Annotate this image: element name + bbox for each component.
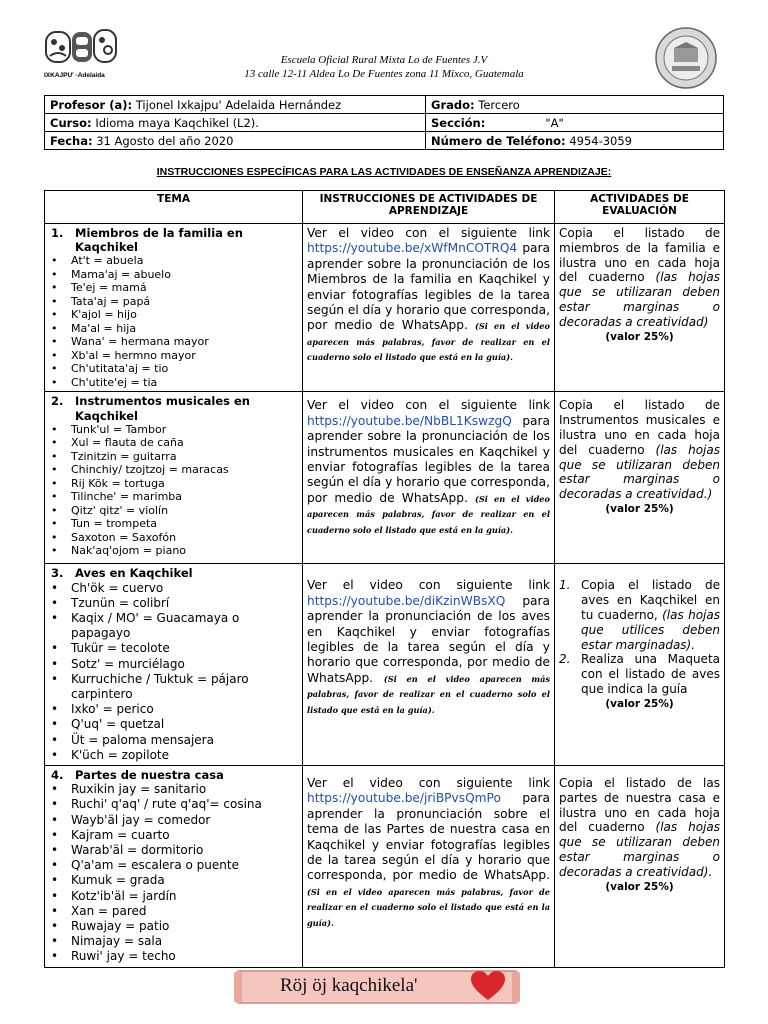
list-item: • Q'uq' = quetzal [51, 717, 165, 732]
section-label: Sección: [431, 115, 486, 130]
theme-cell [45, 766, 303, 968]
table-row [45, 224, 725, 392]
theme-title-cont: Kaqchikel [75, 408, 138, 423]
evaluation-value: (valor 25%) [605, 502, 674, 515]
heart-icon [470, 970, 506, 1002]
video-link[interactable]: https://youtube.be/xWfMnCOTRQ4 [307, 241, 518, 256]
instructions-text: para aprender la pronunciación de los aves en Kaqchikel y enviar fotografías legibles de la tarea según el día y horario que corresponda, por medio de WhatsApp. [307, 593, 550, 685]
list-item: • K'ajol = hijo [51, 308, 137, 322]
grade-value: Tercero [478, 97, 520, 112]
evaluation-text: Copia el listado de las partes de nuestra casa e ilustra uno en cada hoja del cuaderno [559, 776, 720, 835]
list-item: • Te'ej = mamá [51, 281, 147, 295]
theme-cell [45, 392, 303, 564]
list-item: • Mama'aj = abuelo [51, 267, 171, 281]
instructions-text: Ver el video con el siguiente link [307, 226, 550, 240]
section-cell [426, 114, 724, 132]
table-row [45, 564, 725, 766]
teacher-cell [45, 96, 426, 114]
video-link[interactable]: https://youtube.be/diKzinWBsXQ [307, 593, 506, 608]
list-item: • Nak'aq'ojom = piano [51, 544, 187, 558]
list-item: • Sotz' = murciélago [51, 656, 185, 671]
list-item: • Tilinche' = marimba [51, 490, 183, 504]
phone-value: 4954-3059 [569, 133, 632, 148]
instructions-cell [303, 766, 555, 968]
instructions-text: para aprender la pronunciación sobre el tema de las Partes de nuestra casa en Kaqchikel y enviar fotografías legibles de la tarea según el día y horario que corresponda, por medio de WhatsApp. [307, 791, 550, 883]
instructions-text: Ver el video con siguiente link [307, 578, 550, 593]
list-item: • Tzunün = colibrí [51, 595, 170, 610]
school-name: Escuela Oficial Rural Mixta Lo de Fuentes J.V [280, 54, 488, 66]
instructions-text: para aprender sobre la pronunciación de los Miembros de la familia en Kaqchikel y enviar fotografías legibles de la tarea según el día y horario que corresponda, por medio de WhatsApp. [307, 241, 550, 333]
list-item: • Ixko' = perico [51, 702, 154, 717]
list-item: • Tzinitzin = guitarra [51, 449, 177, 463]
info-table [44, 95, 724, 150]
grade-label: Grado: [431, 97, 475, 112]
date-value: 31 Agosto del año 2020 [96, 133, 234, 148]
theme-title: 4. Partes de nuestra casa [51, 768, 224, 783]
phone-cell [426, 132, 724, 150]
list-item: • Wayb'äl jay = comedor [51, 812, 211, 827]
list-item: • Wana' = hermana mayor [51, 335, 209, 349]
table-row [45, 392, 725, 564]
footer-banner-text: Röj öj kaqchikela' [280, 975, 418, 996]
list-item: • Kumuk = grada [51, 873, 165, 888]
video-note: (Si en el video aparecen más palabras, favor de realizar en el cuaderno solo el listado que está en la guía). [307, 321, 550, 363]
list-item: • Tata'aj = papá [51, 294, 151, 308]
phone-label: Número de Teléfono: [431, 133, 566, 148]
list-item: • Ma'al = hija [51, 321, 137, 335]
evaluation-cell [555, 224, 725, 392]
list-item: • Ch'utitata'aj = tio [51, 362, 169, 376]
teacher-label: Profesor (a): [50, 97, 133, 112]
school-address: 13 calle 12-11 Aldea Lo De Fuentes zona 11 Mixco, Guatemala [244, 68, 524, 80]
evaluation-text: Copia el listado de Instrumentos musicales e ilustra uno en cada hoja del cuaderno [559, 398, 720, 457]
list-item: • Nimajay = sala [51, 934, 163, 949]
evaluation-value: (valor 25%) [605, 330, 674, 343]
list-item: • Tun = trompeta [51, 517, 158, 531]
evaluation-step: 1. Copia el listado de aves en Kaqchikel en tu cuaderno, (las hojas que utilices deben estar marginadas). [559, 578, 720, 652]
video-note: (Si en el video aparecen más palabras, favor de realizar en el cuaderno solo el listado que está en la guía). [307, 673, 550, 715]
list-item: • Kaqix / MO' = Guacamaya o papagayo [51, 611, 240, 641]
list-item: • Üt = paloma mensajera [51, 732, 214, 747]
date-cell [45, 132, 426, 150]
theme-title: 2. Instrumentos musicales en [51, 394, 250, 409]
list-item: • At't = abuela [51, 254, 144, 268]
list-item: • K'üch = zopilote [51, 747, 170, 762]
list-item: • Chinchiy/ tzojtzoj = maracas [51, 463, 229, 477]
theme-title: 1. Miembros de la familia en [51, 226, 243, 240]
theme-title: 3. Aves en Kaqchikel [51, 566, 193, 581]
activities-table [44, 190, 725, 968]
list-item: • Ch'utite'ej = tia [51, 375, 158, 389]
evaluation-step: 2. Realiza una Maqueta con el listado de aves que indica la guía [559, 652, 720, 696]
theme-cell [45, 224, 303, 392]
evaluation-note: (las hojas que se utilizaran deben estar marginas o decoradas a creatividad). [559, 820, 720, 879]
list-item: • Ruwajay = patio [51, 919, 170, 934]
evaluation-note: (las hojas que se utilizaran deben estar marginas o decoradas a creatividad.) [559, 442, 720, 502]
instructions-text: Ver el video con el siguiente link [307, 398, 550, 413]
evaluation-cell [555, 564, 725, 766]
list-item: • Tunk'ul = Tambor [51, 422, 167, 436]
grade-cell [426, 96, 724, 114]
list-item: • Q'a'am = escalera o puente [51, 858, 239, 873]
col-header-tema: TEMA [45, 191, 303, 224]
evaluation-value: (valor 25%) [605, 880, 674, 893]
list-item: • Rij Kök = tortuga [51, 476, 165, 490]
list-item: • Qitz' qitz' = violín [51, 503, 169, 517]
instructions-cell [303, 392, 555, 564]
col-header-evaluacion: ACTIVIDADES DE EVALUACIÓN [555, 191, 725, 224]
evaluation-note: (las hojas que se utilizaran deben estar marginas o decoradas a creatividad) [559, 270, 720, 329]
col-header-instrucciones: INSTRUCCIONES DE ACTIVIDADES DE APRENDIZAJE [303, 191, 555, 224]
list-item: • Tukür = tecolote [51, 641, 170, 656]
video-note: (Si en el video aparecen más palabras, favor de realizar en el cuaderno solo el listado que está en la guía). [307, 493, 550, 535]
evaluation-value: (valor 25%) [605, 697, 674, 710]
list-item: • Xul = flauta de caña [51, 436, 184, 450]
list-item: • Ruchi' q'aq' / rute q'aq'= cosina [51, 797, 262, 812]
instructions-cell [303, 564, 555, 766]
video-note: (Si en el video aparecen más palabras, favor de realizar en el cuaderno solo el listado que está en la guía). [307, 886, 550, 928]
date-label: Fecha: [50, 133, 93, 148]
list-item: • Ruxikin jay = sanitario [51, 782, 207, 797]
theme-cell [45, 564, 303, 766]
course-label: Curso: [50, 115, 92, 130]
evaluation-text: Copia el listado de miembros de la familia e ilustra uno en cada hoja del cuaderno [559, 226, 720, 285]
instructions-text: para aprender sobre la pronunciación de los instrumentos musicales en Kaqchikel y enviar fotografías legibles de la tarea según el día y horario que corresponda, por medio de WhatsApp. [307, 413, 550, 505]
list-item: • Kurruchiche / Tuktuk = pájaro carpintero [51, 671, 249, 702]
course-cell [45, 114, 426, 132]
theme-title-cont: Kaqchikel [75, 240, 138, 255]
section-value: "A" [545, 115, 564, 130]
list-item: • Xan = pared [51, 903, 147, 918]
instructions-cell [303, 224, 555, 392]
evaluation-cell [555, 392, 725, 564]
list-item: • Warab'äl = dormitorio [51, 843, 204, 858]
instructions-text: Ver el video con siguiente link [307, 776, 550, 791]
list-item: • Ch'ök = cuervo [51, 580, 164, 595]
logo-caption: IXKAJPU' -Adelaida [44, 72, 105, 79]
list-item: • Saxoton = Saxofón [51, 530, 177, 544]
video-link[interactable]: https://youtube.be/NbBL1KswzgQ [307, 413, 512, 428]
table-row [45, 766, 725, 968]
video-link[interactable]: https://youtube.be/jriBPvsQmPo [307, 791, 501, 806]
list-item: • Ruwi' jay = techo [51, 949, 176, 964]
instructions-heading: INSTRUCCIONES ESPECÍFICAS PARA LAS ACTIVIDADES DE ENSEÑANZA APRENDIZAJE: [156, 166, 612, 178]
evaluation-cell [555, 766, 725, 968]
teacher-value: Tijonel Ixkajpu' Adelaida Hernández [135, 97, 342, 112]
list-item: • Xb'al = hermno mayor [51, 348, 196, 362]
list-item: • Kajram = cuarto [51, 827, 170, 842]
course-value: Idioma maya Kaqchikel (L2). [95, 115, 259, 130]
list-item: • Kotz'ib'äl = jardín [51, 888, 177, 903]
